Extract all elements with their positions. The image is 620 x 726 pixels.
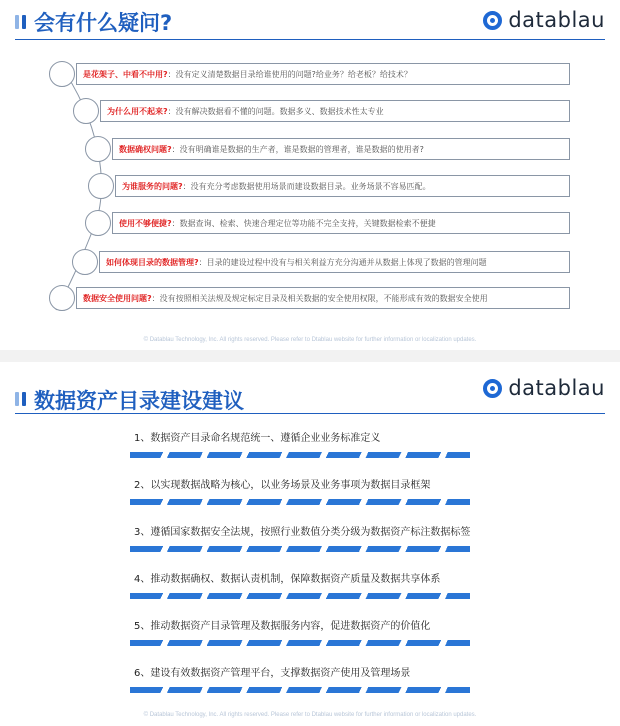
stripe-decoration	[130, 687, 470, 693]
stripe-decoration	[130, 499, 470, 505]
question-row: 为什么用不起来? ：没有解决数据看不懂的问题。数据多义、数据技术性太专业	[100, 100, 570, 122]
datablau-logo: datablau	[483, 8, 605, 32]
question-marker	[49, 61, 75, 87]
datablau-logo-icon	[483, 379, 502, 398]
question-row: 如何体现目录的数据管理? ：目录的建设过程中没有与相关利益方充分沟通并从数据上体现了数据的管理问题	[99, 251, 570, 273]
question-marker	[85, 136, 111, 162]
datablau-logo: datablau	[483, 376, 605, 400]
slide-recommendations	[0, 362, 620, 726]
slide-gap	[0, 350, 620, 362]
recommendation-item: 4、推动数据确权、数据认责机制，保障数据资产质量及数据共享体系	[134, 573, 494, 599]
slide-title: 会有什么疑问?	[34, 11, 173, 35]
question-marker	[88, 173, 114, 199]
recommendation-item: 3、遵循国家数据安全法规，按照行业数值分类分级为数据资产标注数据标签	[134, 526, 494, 552]
question-row: 为谁服务的问题? ：没有充分考虑数据使用场景而建设数据目录。业务场景不容易匹配。	[115, 175, 570, 197]
stripe-decoration	[130, 452, 470, 458]
copyright-footer: © Datablau Technology, Inc. All rights reserved. Please refer to Dtablau website for further information or localization updates.	[143, 337, 477, 343]
stripe-decoration	[130, 593, 470, 599]
question-marker	[85, 210, 111, 236]
copyright-footer: © Datablau Technology, Inc. All rights reserved. Please refer to Dtablau website for further information or localization updates.	[143, 712, 477, 718]
recommendation-item: 1、数据资产目录命名规范统一、遵循企业业务标准定义	[134, 432, 494, 458]
question-marker	[49, 285, 75, 311]
slide-title: 数据资产目录建设建议	[34, 389, 244, 413]
question-row: 数据安全使用问题? ：没有按照相关法规及规定标定目录及相关数据的安全使用权限，不能形成有效的数据安全使用	[76, 287, 570, 309]
title-divider	[15, 413, 605, 414]
recommendation-item: 5、推动数据资产目录管理及数据服务内容，促进数据资产的价值化	[134, 620, 494, 646]
slide-questions	[0, 0, 620, 350]
question-marker	[72, 249, 98, 275]
question-row: 数据确权问题? ：没有明确谁是数据的生产者，谁是数据的管理者，谁是数据的使用者?	[112, 138, 570, 160]
stripe-decoration	[130, 546, 470, 552]
recommendation-item: 2、以实现数据战略为核心，以业务场景及业务事项为数据目录框架	[134, 479, 494, 505]
title-bars-decoration	[15, 392, 26, 406]
recommendation-item: 6、建设有效数据资产管理平台，支撑数据资产使用及管理场景	[134, 667, 494, 693]
question-row: 是花架子、中看不中用? ：没有定义清楚数据目录给谁使用的问题?给业务？给老板？给技术？	[76, 63, 570, 85]
question-marker	[73, 98, 99, 124]
question-row: 使用不够便捷? ：数据查询、检索、快速合理定位等功能不完全支持，关键数据检索不便捷	[112, 212, 570, 234]
stripe-decoration	[130, 640, 470, 646]
